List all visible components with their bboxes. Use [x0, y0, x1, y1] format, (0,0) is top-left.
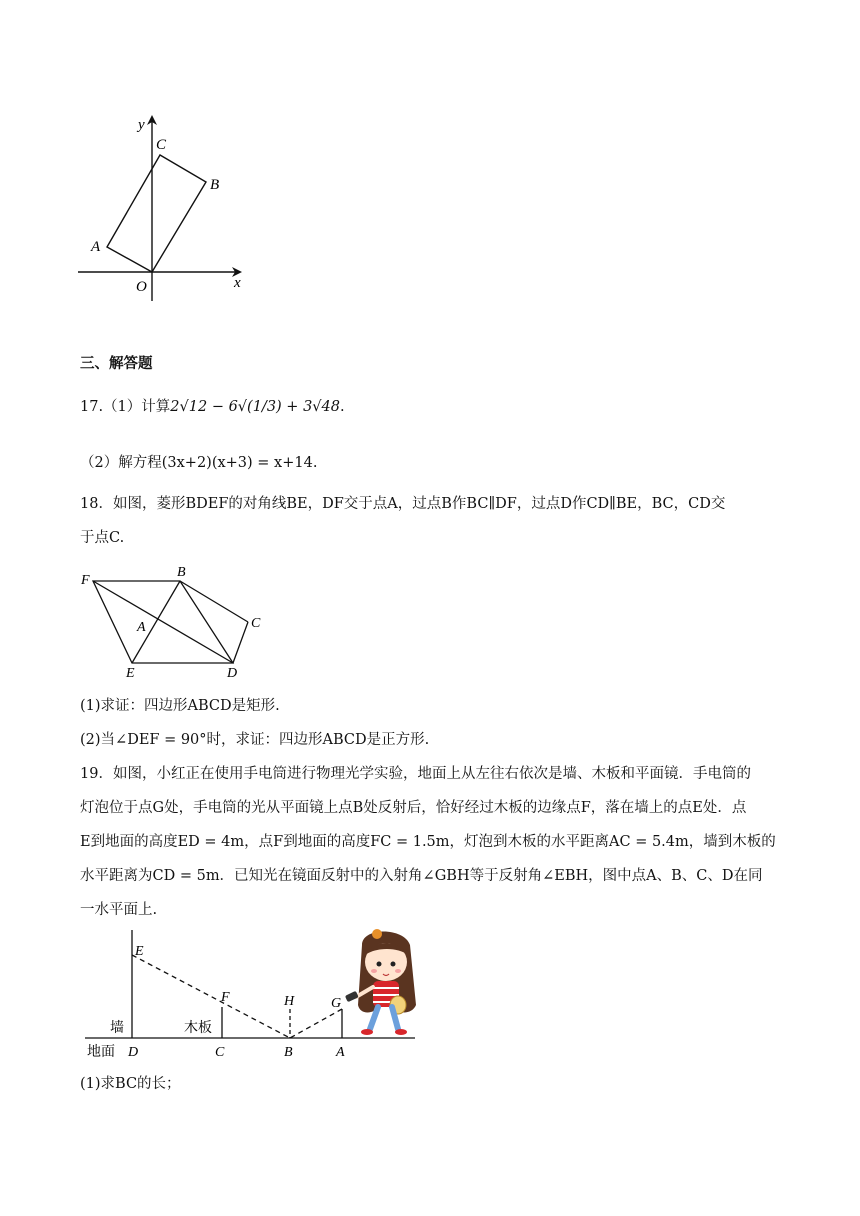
coordinate-figure — [60, 105, 260, 305]
q18-part2: (2)当∠DEF = 90°时，求证：四边形ABCD是正方形. — [80, 732, 430, 748]
label-b3: B — [284, 1045, 293, 1060]
q19-line1: 19．如图，小红正在使用手电筒进行物理光学实验，地面上从左往右依次是墙、木板和平面镜．手电筒的 — [80, 766, 751, 782]
label-d3: D — [128, 1045, 139, 1060]
q17-part1-expr: 2√12 − 6√(1/3) + 3√48 — [170, 399, 340, 415]
segment-bc — [180, 581, 248, 622]
q19-line5: 一水平面上. — [80, 902, 158, 918]
q17-part2: （2）解方程(3x+2)(x+3) = x+14. — [80, 455, 318, 471]
label-c3: C — [215, 1045, 225, 1060]
q18-line1: 18．如图，菱形BDEF的对角线BE，DF交于点A，过点B作BC∥DF，过点D作CD∥BE，BC，CD交 — [80, 496, 726, 512]
rectangle-oabc — [107, 155, 206, 272]
q18-line2: 于点C. — [80, 530, 125, 546]
diagonal-df — [93, 581, 233, 663]
ray-gb — [290, 1009, 342, 1038]
label-c2: C — [251, 616, 261, 631]
girl-illustration — [345, 929, 416, 1035]
label-g3: G — [331, 996, 342, 1011]
label-f3: F — [221, 990, 230, 1005]
q17-part1: 17.（1）计算2√12 − 6√(1/3) + 3√48. — [80, 399, 345, 415]
q17-part2-expr: (3x+2)(x+3) = x+14 — [161, 455, 313, 471]
label-board: 木板 — [184, 1021, 212, 1036]
q17-part1-prefix: 17.（1）计算 — [80, 399, 171, 415]
label-h3: H — [284, 994, 295, 1009]
label-f: F — [81, 573, 90, 588]
label-a3: A — [336, 1045, 345, 1060]
segment-cd — [233, 622, 248, 663]
rhombus-figure — [75, 565, 275, 680]
label-a2: A — [137, 620, 146, 635]
label-wall: 墙 — [110, 1021, 124, 1036]
label-b: B — [210, 177, 220, 193]
label-e2: E — [126, 666, 135, 680]
q19-line2: 灯泡位于点G处，手电筒的光从平面镜上点B处反射后，恰好经过木板的边缘点F，落在墙上的点E处．点 — [80, 800, 747, 816]
label-x: x — [234, 275, 241, 291]
label-o: O — [136, 279, 147, 295]
label-c: C — [156, 137, 167, 153]
section-heading: 三、解答题 — [80, 355, 153, 372]
label-a: A — [91, 239, 101, 255]
label-y: y — [138, 117, 145, 133]
label-ground: 地面 — [87, 1045, 115, 1060]
label-d2: D — [227, 666, 238, 680]
q18-part1: (1)求证：四边形ABCD是矩形. — [80, 698, 280, 714]
q19-part1: (1)求BC的长； — [80, 1076, 181, 1092]
q19-line4: 水平距离为CD = 5m．已知光在镜面反射中的入射角∠GBH等于反射角∠EBH，图中点A、B、C、D在同 — [80, 868, 763, 884]
label-e3: E — [135, 944, 144, 959]
label-b2: B — [177, 565, 186, 580]
q17-part2-prefix: （2）解方程 — [80, 455, 162, 471]
q19-line3: E到地面的高度ED = 4m，点F到地面的高度FC = 1.5m，灯泡到木板的水平距离AC = 5.4m，墙到木板的 — [80, 834, 776, 850]
optics-figure — [80, 925, 430, 1065]
